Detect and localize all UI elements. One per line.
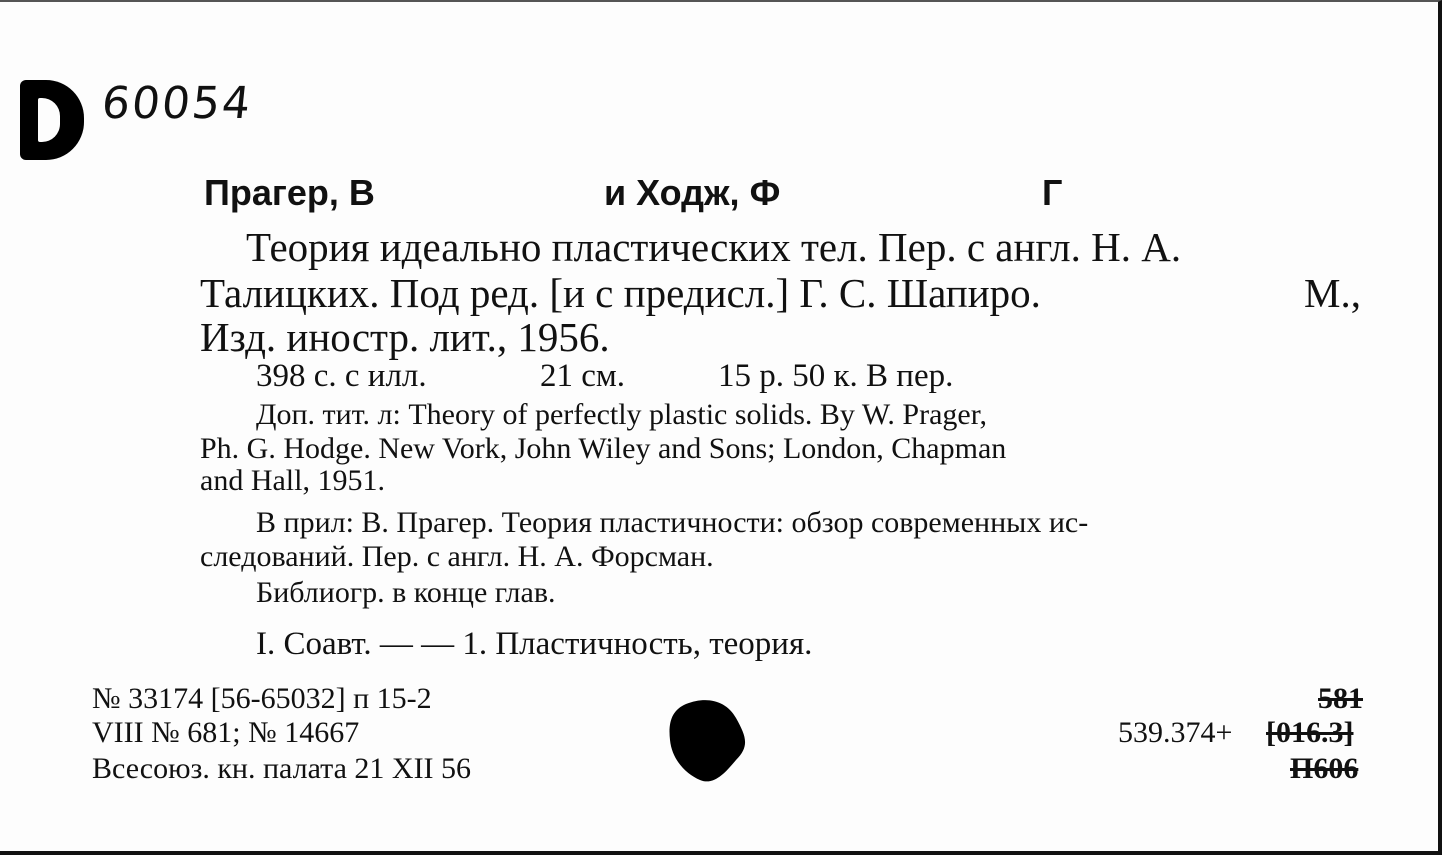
title-line: Изд. иностр. лит., 1956. [200,314,610,360]
handwritten-number: 60054 [99,78,255,129]
physical-size: 21 см. [540,358,626,394]
stamp-letter-d [20,80,84,160]
footer-left-line: VIII № 681; № 14667 [92,716,360,749]
title-line: Талицких. Под ред. [и с предисл.] Г. С. Шапиро. [200,270,1041,316]
footer-left-line: Всесоюз. кн. палата 21 XII 56 [92,752,472,785]
classification-struck: [016.3] [1266,716,1354,749]
bibliography-note: Библиогр. в конце глав. [256,576,556,609]
footer-right-bottom: П606 [1290,752,1359,785]
ink-blot [666,696,750,786]
author-second: и Ходж, Ф [604,172,781,213]
tracings: I. Соавт. — — 1. Пластичность, теория. [256,626,813,662]
author-first: Прагер, В [204,172,375,213]
add-title-line: Доп. тит. л: Theory of perfectly plastic solids. By W. Prager, [256,398,988,431]
add-title-line: and Hall, 1951. [200,464,385,497]
physical-price: 15 р. 50 к. В пер. [718,358,954,394]
footer-right-top: 581 [1318,682,1363,715]
appendix-line: следований. Пер. с англ. Н. А. Форсман. [200,540,714,573]
title-city: М., [1304,270,1361,316]
footer-left-line: № 33174 [56-65032] п 15-2 [92,682,432,715]
classification-prefix: 539.374+ [1118,716,1233,749]
physical-pages: 398 с. с илл. [256,358,427,394]
author-extra: Г [1042,172,1063,213]
appendix-line: В прил: В. Прагер. Теория пластичности: обзор современных ис- [256,506,1089,539]
title-line: Теория идеально пластических тел. Пер. с англ. Н. А. [246,224,1182,270]
add-title-line: Ph. G. Hodge. New Vork, John Wiley and Sons; London, Chapman [200,432,1007,465]
